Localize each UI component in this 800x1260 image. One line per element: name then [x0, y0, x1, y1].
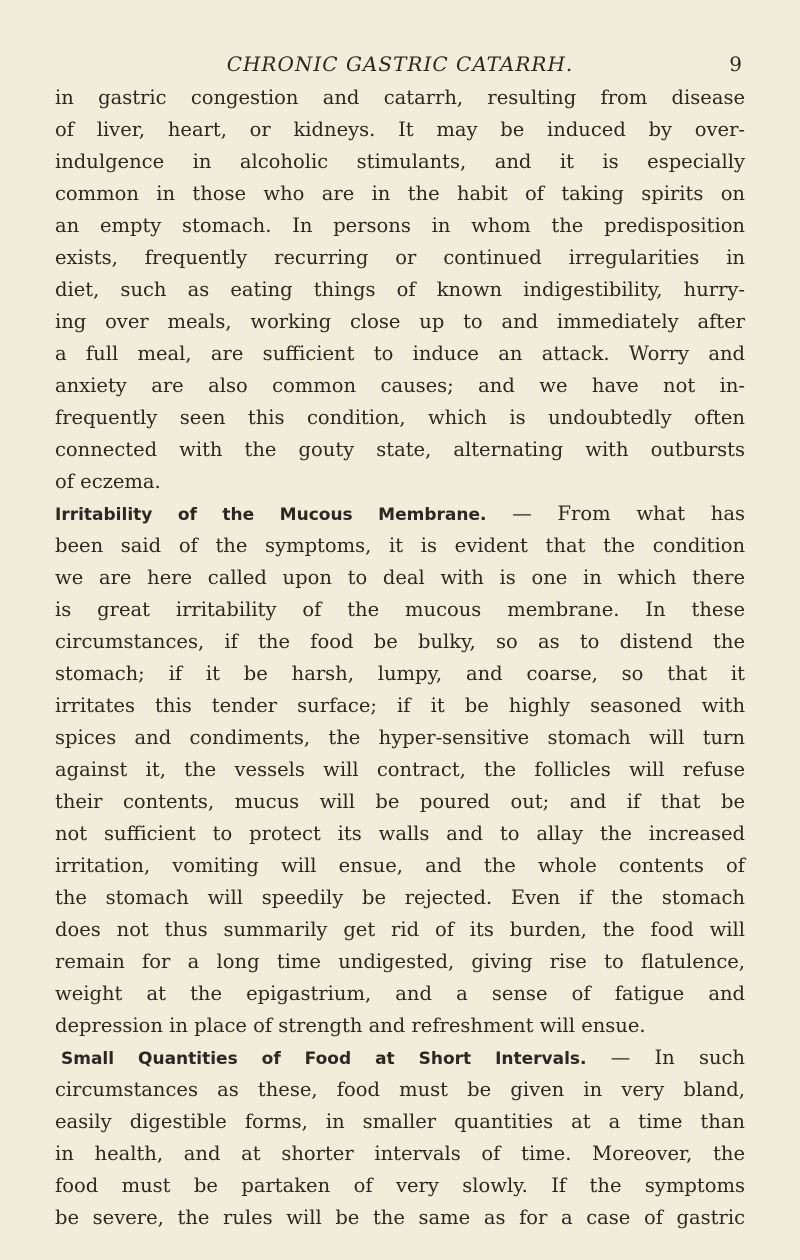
line-text: we are here called upon to deal with is one in which there [55, 566, 745, 589]
text-line [55, 274, 745, 306]
line-text: be severe, the rules will be the same as for a case of gastric [55, 1206, 745, 1229]
text-line [55, 146, 745, 178]
section-heading-line [55, 498, 745, 530]
text-line [55, 1010, 745, 1042]
line-text: a full meal, are sufficient to induce an attack. Worry and [55, 342, 745, 365]
text-line [55, 306, 745, 338]
text-line [55, 178, 745, 210]
line-text: food must be partaken of very slowly. If the symptoms [55, 1174, 745, 1197]
line-text: of eczema. [55, 470, 161, 493]
text-line [55, 658, 745, 690]
line-text: — From what has [486, 502, 745, 525]
text-line [55, 882, 745, 914]
text-line [55, 114, 745, 146]
line-text: ing over meals, working close up to and immediately after [55, 310, 745, 333]
line-text: irritation, vomiting will ensue, and the whole contents of [55, 854, 745, 877]
running-title: CHRONIC GASTRIC CATARRH. [226, 52, 574, 76]
line-text: the stomach will speedily be rejected. Even if the stomach [55, 886, 745, 909]
text-line [55, 1074, 745, 1106]
text-line [55, 1202, 745, 1234]
page-header [0, 52, 800, 82]
line-text: easily digestible forms, in smaller quantities at a time than [55, 1110, 745, 1133]
line-text: anxiety are also common causes; and we have not in- [55, 374, 745, 397]
line-text: an empty stomach. In persons in whom the predisposition [55, 214, 745, 237]
line-text: is great irritability of the mucous membrane. In these [55, 598, 745, 621]
line-text: diet, such as eating things of known indigestibility, hurry- [55, 278, 745, 301]
body-text [55, 82, 745, 1234]
line-text: circumstances as these, food must be given in very bland, [55, 1078, 745, 1101]
line-text: been said of the symptoms, it is evident that the condition [55, 534, 745, 557]
line-text: frequently seen this condition, which is undoubtedly often [55, 406, 745, 429]
line-text: in health, and at shorter intervals of time. Moreover, the [55, 1142, 745, 1165]
text-line [55, 818, 745, 850]
text-line [55, 626, 745, 658]
text-line [55, 754, 745, 786]
line-text: depression in place of strength and refreshment will ensue. [55, 1014, 646, 1037]
line-text: in gastric congestion and catarrh, resulting from disease [55, 86, 745, 109]
text-line [55, 338, 745, 370]
text-line [55, 402, 745, 434]
text-line [55, 1170, 745, 1202]
text-line [55, 946, 745, 978]
text-line [55, 786, 745, 818]
line-text: indulgence in alcoholic stimulants, and it is especially [55, 150, 745, 173]
line-text: exists, frequently recurring or continued irregularities in [55, 246, 745, 269]
line-text: stomach; if it be harsh, lumpy, and coarse, so that it [55, 662, 745, 685]
text-line [55, 530, 745, 562]
line-text: does not thus summarily get rid of its burden, the food will [55, 918, 745, 941]
line-text: connected with the gouty state, alternating with outbursts [55, 438, 745, 461]
text-line [55, 850, 745, 882]
line-text: common in those who are in the habit of taking spirits on [55, 182, 745, 205]
text-line [55, 914, 745, 946]
line-text: weight at the epigastrium, and a sense of fatigue and [55, 982, 745, 1005]
text-line [55, 370, 745, 402]
line-text: — In such [586, 1046, 745, 1069]
line-text: against it, the vessels will contract, the follicles will refuse [55, 758, 745, 781]
run-in-heading: Small Quantities of Food at Short Intervals. [61, 1049, 587, 1069]
line-text: irritates this tender surface; if it be highly seasoned with [55, 694, 745, 717]
text-line [55, 1138, 745, 1170]
page-number: 9 [729, 52, 742, 76]
line-text: circumstances, if the food be bulky, so as to distend the [55, 630, 745, 653]
text-line [55, 82, 745, 114]
line-text: of liver, heart, or kidneys. It may be induced by over- [55, 118, 745, 141]
run-in-heading: Irritability of the Mucous Membrane. [55, 505, 487, 525]
line-text: remain for a long time undigested, giving rise to flatulence, [55, 950, 745, 973]
text-line [55, 466, 745, 498]
line-text: not sufficient to protect its walls and to allay the increased [55, 822, 745, 845]
text-line [55, 1106, 745, 1138]
text-line [55, 562, 745, 594]
line-text: their contents, mucus will be poured out; and if that be [55, 790, 745, 813]
text-line [55, 978, 745, 1010]
text-line [55, 210, 745, 242]
section-heading-line [55, 1042, 745, 1074]
line-text: spices and condiments, the hyper-sensitive stomach will turn [55, 726, 745, 749]
text-line [55, 594, 745, 626]
text-line [55, 242, 745, 274]
text-line [55, 434, 745, 466]
text-line [55, 722, 745, 754]
text-line [55, 690, 745, 722]
